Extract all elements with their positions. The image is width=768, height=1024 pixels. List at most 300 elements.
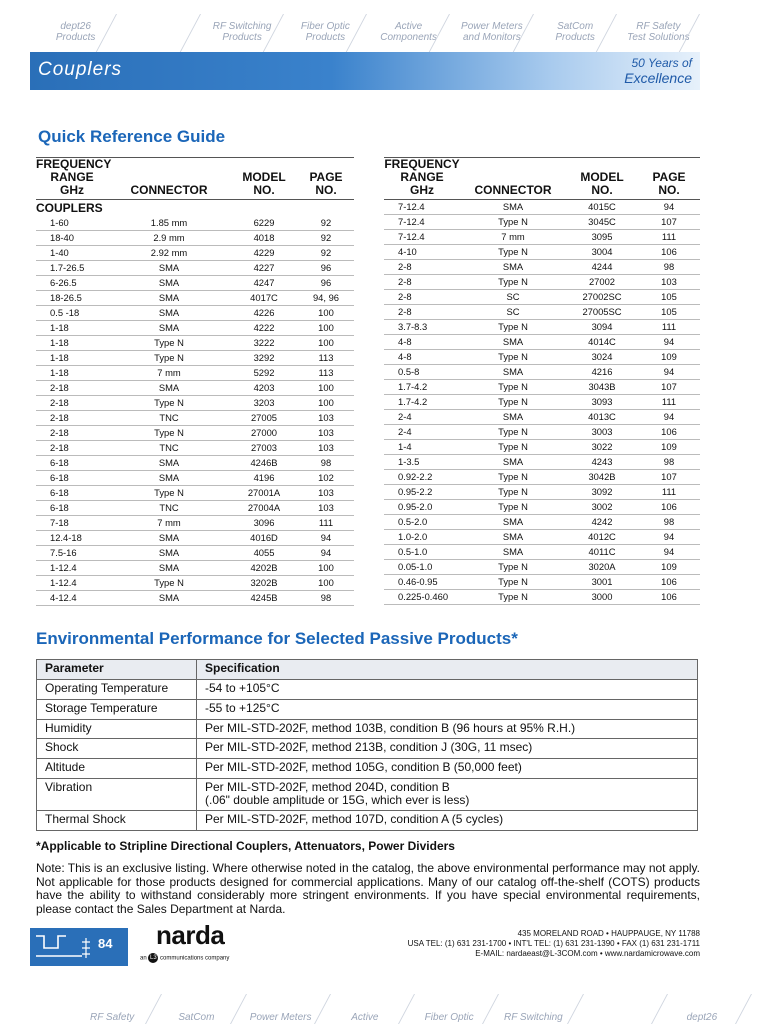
disclaimer-note: Note: This is an exclusive listing. Where otherwise noted in the catalog, the above environmental performance may not apply. Not applicable for those products designed for commercial applications. Many of our catalog off-the-shelf (COTS) products have the ability to withstand considerably more stringent environments. If you have special environmental requirements, please contact the Sales Department at Narda. [36,861,700,916]
model-cell: 5292 [230,365,298,380]
page-cell: 100 [298,575,354,590]
frequency-cell: 7-18 [36,515,108,530]
connector-cell: 2.92 mm [108,245,230,260]
page-cell: 98 [638,515,700,530]
connector-cell: SMA [108,305,230,320]
frequency-cell: 6-18 [36,455,108,470]
connector-cell: SMA [460,410,566,425]
table-row [36,275,354,290]
model-cell: 3001 [566,575,638,590]
model-cell: 4055 [230,545,298,560]
frequency-cell: 7-12.4 [384,230,460,245]
connector-cell: TNC [108,440,230,455]
page-cell: 107 [638,380,700,395]
connector-cell: SMA [108,275,230,290]
bottom-tab-dept26[interactable] [660,1000,744,1024]
specification-cell: Per MIL-STD-202F, method 213B, condition J (30G, 11 msec) [197,739,698,759]
specification-cell: -54 to +105°C [197,680,698,700]
connector-cell: Type N [460,485,566,500]
page-cell: 103 [298,425,354,440]
table-row [37,680,698,700]
model-cell: 4011C [566,545,638,560]
bottom-tab-rf-switching[interactable] [491,1000,575,1024]
table-row [384,305,700,320]
logo-subtitle [140,953,229,963]
connector-cell: SMA [108,545,230,560]
quick-reference-table-left [36,157,354,606]
connector-cell: SMA [460,545,566,560]
tab-rf-switching-products[interactable] [201,14,284,50]
model-cell: 4202B [230,560,298,575]
page-cell: 111 [638,485,700,500]
page-cell: 113 [298,365,354,380]
tab-rf-safety-test-solutions[interactable] [617,14,700,50]
frequency-cell: 1-40 [36,245,108,260]
page-cell: 94 [298,530,354,545]
bottom-tab-power-meters[interactable] [239,1000,323,1024]
model-cell: 4203 [230,380,298,395]
table-row [36,290,354,305]
connector-cell: Type N [460,215,566,230]
frequency-cell: 0.95-2.0 [384,500,460,515]
header-page: PAGE NO. [298,158,354,200]
model-cell: 3202B [230,575,298,590]
frequency-cell: 1-18 [36,365,108,380]
frequency-cell: 1.0-2.0 [384,530,460,545]
model-cell: 4242 [566,515,638,530]
header-model: MODEL NO. [566,158,638,200]
connector-cell: Type N [460,380,566,395]
frequency-cell: 0.5-1.0 [384,545,460,560]
model-cell: 3092 [566,485,638,500]
frequency-cell: 0.46-0.95 [384,575,460,590]
connector-cell: Type N [460,590,566,605]
connector-cell: SMA [108,380,230,395]
table-row [36,560,354,575]
page-cell: 106 [638,500,700,515]
connector-cell: SMA [108,290,230,305]
model-cell: 3024 [566,350,638,365]
frequency-cell: 6-26.5 [36,275,108,290]
model-cell: 4017C [230,290,298,305]
frequency-cell: 0.95-2.2 [384,485,460,500]
tab-label: RF Safety [89,1012,135,1023]
page-cell: 98 [298,590,354,605]
connector-cell: Type N [108,575,230,590]
tab-label: SatCom [178,1012,215,1023]
model-cell: 27000 [230,425,298,440]
tab-label: RF Switching [504,1012,563,1023]
page-cell: 94 [638,530,700,545]
table-row [37,719,698,739]
table-row [384,260,700,275]
frequency-cell: 1-18 [36,320,108,335]
applicable-note: *Applicable to Stripline Directional Couplers, Attenuators, Power Dividers [36,839,455,853]
table-row [384,470,700,485]
frequency-cell: 7-12.4 [384,200,460,215]
quick-reference-title: Quick Reference Guide [38,127,226,146]
connector-cell: Type N [460,350,566,365]
model-cell: 3042B [566,470,638,485]
model-cell: 3292 [230,350,298,365]
address-line-1: 435 MORELAND ROAD • HAUPPAUGE, NY 11788 [517,929,700,938]
table-row [384,320,700,335]
model-cell: 4247 [230,275,298,290]
specification-cell: Per MIL-STD-202F, method 103B, condition B (96 hours at 95% R.H.) [197,719,698,739]
model-cell: 3000 [566,590,638,605]
page-cell: 94 [298,545,354,560]
frequency-cell: 2-8 [384,290,460,305]
frequency-cell: 2-8 [384,275,460,290]
model-cell: 4243 [566,455,638,470]
table-row [37,739,698,759]
frequency-cell: 18-26.5 [36,290,108,305]
narda-logo: narda [156,920,225,950]
specification-cell: Per MIL-STD-202F, method 105G, condition B (50,000 feet) [197,759,698,779]
page-cell: 98 [298,455,354,470]
table-row [36,590,354,605]
connector-cell: Type N [108,350,230,365]
tab-label: Active [351,1012,379,1023]
page-cell: 100 [298,335,354,350]
connector-cell: Type N [460,395,566,410]
parameter-cell: Shock [37,739,197,759]
connector-cell: Type N [460,275,566,290]
model-cell: 3002 [566,500,638,515]
page-cell: 103 [298,410,354,425]
model-cell: 27002 [566,275,638,290]
model-cell: 4013C [566,410,638,425]
page-cell: 94 [638,335,700,350]
table-row [384,215,700,230]
banner-title: Couplers [38,59,123,80]
connector-cell: SMA [460,455,566,470]
table-row [384,350,700,365]
page-cell: 109 [638,560,700,575]
page-cell: 103 [298,485,354,500]
table-row [36,245,354,260]
table-row [384,530,700,545]
connector-cell: SMA [108,530,230,545]
model-cell: 3093 [566,395,638,410]
connector-cell: TNC [108,500,230,515]
model-cell: 3203 [230,395,298,410]
coupler-symbol-icon [30,928,100,966]
bottom-tab-active[interactable] [323,1000,407,1024]
header-specification: Specification [197,660,698,680]
model-cell: 4244 [566,260,638,275]
model-cell: 27005SC [566,305,638,320]
parameter-cell: Humidity [37,719,197,739]
tab-label: dept26 Products [55,21,96,43]
table-row [384,290,700,305]
frequency-cell: 2-18 [36,380,108,395]
table-row [384,380,700,395]
contact-address [408,929,700,959]
address-line-3: E-MAIL: nardaeast@L-3COM.com • www.nardamicrowave.com [475,949,700,958]
page-cell: 103 [638,275,700,290]
frequency-cell: 6-18 [36,500,108,515]
model-cell: 4196 [230,470,298,485]
page-cell: 94 [638,365,700,380]
table-row [384,425,700,440]
tab-active-components[interactable] [367,14,450,50]
table-row [384,440,700,455]
tab-power-meters-and-monitors[interactable] [450,14,533,50]
parameter-cell: Thermal Shock [37,810,197,830]
page-cell: 94 [638,545,700,560]
connector-cell: SMA [108,560,230,575]
model-cell: 4245B [230,590,298,605]
header-parameter: Parameter [37,660,197,680]
connector-cell: SMA [460,365,566,380]
table-row [36,335,354,350]
page-cell: 100 [298,380,354,395]
page-cell: 96 [298,275,354,290]
table-row [384,395,700,410]
connector-cell: 7 mm [108,515,230,530]
page-number-box [30,928,128,966]
parameter-cell: Operating Temperature [37,680,197,700]
frequency-cell: 6-18 [36,485,108,500]
table-row [36,425,354,440]
connector-cell: 7 mm [108,365,230,380]
connector-cell: 7 mm [460,230,566,245]
page-cell: 100 [298,305,354,320]
model-cell: 4227 [230,260,298,275]
frequency-cell: 2-18 [36,410,108,425]
group-label-couplers: COUPLERS [36,200,103,215]
table-row [384,410,700,425]
specification-cell: Per MIL-STD-202F, method 107D, condition A (5 cycles) [197,810,698,830]
tab-passive-components[interactable] [117,14,200,50]
table-row [36,470,354,485]
frequency-cell: 1-60 [36,216,108,231]
page-cell: 92 [298,245,354,260]
connector-cell: SMA [108,260,230,275]
environmental-title: Environmental Performance for Selected Passive Products* [36,629,518,648]
specification-cell: -55 to +125°C [197,699,698,719]
table-row [36,485,354,500]
frequency-cell: 2-18 [36,425,108,440]
table-row [37,759,698,779]
table-row [384,485,700,500]
frequency-cell: 0.05-1.0 [384,560,460,575]
page-cell: 106 [638,245,700,260]
connector-cell: Type N [460,245,566,260]
model-cell: 4018 [230,230,298,245]
model-cell: 4246B [230,455,298,470]
model-cell: 4015C [566,200,638,215]
table-row [384,515,700,530]
frequency-cell: 18-40 [36,230,108,245]
specification-cell: Per MIL-STD-202F, method 204D, condition B (.06" double amplitude or 15G, which ever is less) [197,778,698,810]
page-cell: 111 [638,320,700,335]
frequency-cell: 2-8 [384,305,460,320]
table-row [384,245,700,260]
table-row [384,590,700,605]
connector-cell: SMA [460,515,566,530]
page-cell: 103 [298,500,354,515]
header-connector: CONNECTOR [108,158,230,200]
tab-satcom-products[interactable] [534,14,617,50]
page-cell: 106 [638,425,700,440]
bottom-tab-fiber-optic[interactable] [407,1000,491,1024]
model-cell: 3020A [566,560,638,575]
table-row [36,305,354,320]
connector-cell: Type N [460,440,566,455]
page-cell: 94 [638,410,700,425]
page-cell: 111 [638,395,700,410]
tagline-line-1: 50 Years of [631,56,692,70]
table-row [384,500,700,515]
tab-label: SatCom Products [555,21,595,43]
model-cell: 3043B [566,380,638,395]
model-cell: 4014C [566,335,638,350]
connector-cell: SMA [460,335,566,350]
page-cell: 92 [298,230,354,245]
page-number: 84 [98,936,113,951]
page-cell: 106 [638,575,700,590]
connector-cell: SMA [108,455,230,470]
connector-cell: Type N [460,500,566,515]
frequency-cell: 1-12.4 [36,560,108,575]
bottom-tab-satcom[interactable] [154,1000,238,1024]
table-row [36,545,354,560]
page-cell: 111 [638,230,700,245]
banner-tagline [624,56,692,86]
model-cell: 4016D [230,530,298,545]
bottom-tab-passive[interactable] [576,1000,660,1024]
table-row [384,545,700,560]
page-cell: 105 [638,290,700,305]
page-cell: 109 [638,440,700,455]
page-cell: 98 [638,455,700,470]
tab-fiber-optic-products[interactable] [284,14,367,50]
connector-cell: 2.9 mm [108,230,230,245]
frequency-cell: 3.7-8.3 [384,320,460,335]
l3-mark-icon: L3 [150,955,157,961]
page-cell: 100 [298,560,354,575]
connector-cell: SMA [460,530,566,545]
parameter-cell: Altitude [37,759,197,779]
tab-label: Fiber Optic Products [300,21,350,43]
tab-label: Power Meters [249,1012,312,1023]
page-cell: 107 [638,470,700,485]
model-cell: 3003 [566,425,638,440]
tab-label: Passive Components [128,21,190,43]
connector-cell: TNC [108,410,230,425]
table-row [384,455,700,470]
frequency-cell: 2-4 [384,410,460,425]
table-row [36,365,354,380]
tab-label: RF Safety Test Solutions [627,21,690,43]
connector-cell: Type N [108,425,230,440]
frequency-cell: 4-10 [384,245,460,260]
section-banner [30,52,700,90]
frequency-cell: 7-12.4 [384,215,460,230]
frequency-cell: 1-3.5 [384,455,460,470]
connector-cell: SMA [108,320,230,335]
tab-label: dept26 [686,1012,718,1023]
header-connector: CONNECTOR [460,158,566,200]
frequency-cell: 1-4 [384,440,460,455]
frequency-cell: 4-8 [384,335,460,350]
header-page: PAGE NO. [638,158,700,200]
tab-dept26-products[interactable] [34,14,117,50]
frequency-cell: 1.7-4.2 [384,395,460,410]
frequency-cell: 4-8 [384,350,460,365]
connector-cell: SMA [460,200,566,215]
connector-cell: SC [460,290,566,305]
frequency-cell: 1-18 [36,350,108,365]
connector-cell: SMA [108,590,230,605]
table-row [36,380,354,395]
table-row [36,320,354,335]
bottom-tab-rf-safety[interactable] [70,1000,154,1024]
frequency-cell: 0.5 -18 [36,305,108,320]
page-cell: 109 [638,350,700,365]
frequency-cell: 2-18 [36,395,108,410]
table-row [36,216,354,231]
connector-cell: Type N [460,560,566,575]
connector-cell: Type N [460,470,566,485]
frequency-cell: 0.92-2.2 [384,470,460,485]
connector-cell: SMA [460,260,566,275]
model-cell: 27004A [230,500,298,515]
frequency-cell: 4-12.4 [36,590,108,605]
table-row [36,455,354,470]
connector-cell: Type N [460,320,566,335]
page-cell: 100 [298,395,354,410]
bottom-category-tabs [70,1000,744,1024]
model-cell: 3045C [566,215,638,230]
table-row [384,365,700,380]
frequency-cell: 2-4 [384,425,460,440]
connector-cell: Type N [460,575,566,590]
connector-cell: Type N [108,485,230,500]
table-row [384,335,700,350]
page-cell: 94 [638,200,700,215]
model-cell: 3004 [566,245,638,260]
table-row [37,810,698,830]
connector-cell: Type N [460,425,566,440]
page-cell: 94, 96 [298,290,354,305]
frequency-cell: 1.7-26.5 [36,260,108,275]
model-cell: 4226 [230,305,298,320]
address-line-2: USA TEL: (1) 631 231-1700 • INT'L TEL: (1) 631 231-1390 • FAX (1) 631 231-1711 [407,939,700,948]
connector-cell: Type N [108,335,230,350]
table-row [384,575,700,590]
parameter-cell: Vibration [37,778,197,810]
frequency-cell: 0.225-0.460 [384,590,460,605]
logo-sub-suffix: communications company [160,955,230,962]
table-row [37,699,698,719]
page-cell: 98 [638,260,700,275]
page-cell: 100 [298,320,354,335]
frequency-cell: 12.4-18 [36,530,108,545]
model-cell: 4216 [566,365,638,380]
table-row [384,560,700,575]
model-cell: 6229 [230,216,298,231]
header-frequency: FREQUENCY RANGE GHz [384,158,460,200]
model-cell: 4222 [230,320,298,335]
table-row [37,778,698,810]
parameter-cell: Storage Temperature [37,699,197,719]
page-cell: 107 [638,215,700,230]
frequency-cell: 2-18 [36,440,108,455]
page-cell: 106 [638,590,700,605]
